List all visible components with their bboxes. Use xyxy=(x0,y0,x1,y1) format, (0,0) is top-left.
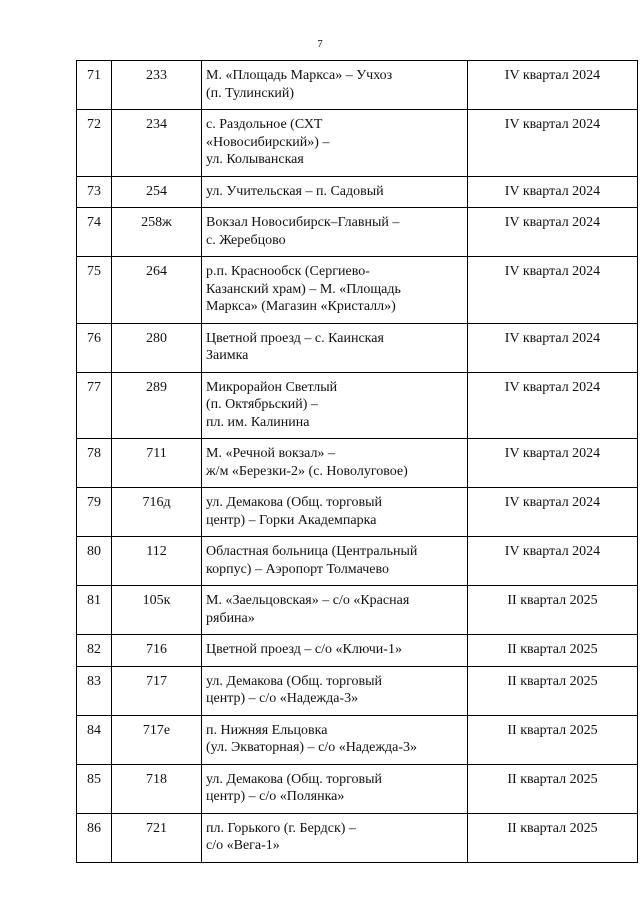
row-number-cell: 86 xyxy=(77,813,112,862)
route-description-line: Цветной проезд – с/о «Ключи-1» xyxy=(206,642,402,657)
row-number-cell: 71 xyxy=(77,61,112,110)
row-number-cell: 79 xyxy=(77,488,112,537)
deadline-cell: IV квартал 2024 xyxy=(468,257,638,324)
deadline-cell: IV квартал 2024 xyxy=(468,372,638,439)
route-number-cell: 716д xyxy=(112,488,202,537)
route-description-line: с/о «Вега-1» xyxy=(206,838,280,853)
route-description-line: рябина» xyxy=(206,610,255,626)
table-row xyxy=(77,537,638,586)
routes-table xyxy=(76,60,638,863)
route-description-line: ул. Демакова (Общ. торговый xyxy=(206,771,383,787)
route-description-line: М. «Площадь Маркса» – Учхоз xyxy=(206,68,393,83)
route-number-cell: 721 xyxy=(112,813,202,862)
table-row xyxy=(77,488,638,537)
deadline-cell: IV квартал 2024 xyxy=(468,176,638,208)
route-description-line: (п. Тулинский) xyxy=(206,85,295,101)
route-description-line: пл. им. Калинина xyxy=(206,414,310,430)
deadline-cell: II квартал 2025 xyxy=(468,764,638,813)
route-description-line: п. Нижняя Ельцовка xyxy=(206,722,328,738)
deadline-cell: IV квартал 2024 xyxy=(468,323,638,372)
row-number-cell: 78 xyxy=(77,439,112,488)
row-number-cell: 72 xyxy=(77,110,112,177)
route-description-cell xyxy=(202,537,468,586)
deadline-cell: IV квартал 2024 xyxy=(468,61,638,110)
route-description-line: Микрорайон Светлый xyxy=(206,379,338,395)
deadline-cell: II квартал 2025 xyxy=(468,666,638,715)
page-number: 7 xyxy=(317,38,323,50)
route-description-line: ул. Колыванская xyxy=(206,152,304,167)
route-description-line: Областная больница (Центральный xyxy=(206,544,418,559)
row-number-cell: 80 xyxy=(77,537,112,586)
route-description-cell xyxy=(202,666,468,715)
deadline-cell: IV квартал 2024 xyxy=(468,488,638,537)
route-number-cell: 289 xyxy=(112,372,202,439)
route-description-line: центр) – с/о «Надежда-3» xyxy=(206,691,359,706)
table-row xyxy=(77,176,638,208)
route-number-cell: 280 xyxy=(112,323,202,372)
route-description-cell xyxy=(202,323,468,372)
row-number-cell: 84 xyxy=(77,715,112,764)
route-description-line: пл. Горького (г. Бердск) – xyxy=(206,820,356,836)
route-description-line: (ул. Экваторная) – с/о «Надежда-3» xyxy=(206,740,418,755)
route-description-line: (п. Октябрьский) – xyxy=(206,397,318,412)
deadline-cell: IV квартал 2024 xyxy=(468,439,638,488)
route-number-cell: 233 xyxy=(112,61,202,110)
route-description-cell xyxy=(202,61,468,110)
route-number-cell: 711 xyxy=(112,439,202,488)
route-description-line: Вокзал Новосибирск–Главный – xyxy=(206,215,400,230)
route-description-line: р.п. Краснообск (Сергиево- xyxy=(206,264,370,279)
row-number-cell: 83 xyxy=(77,666,112,715)
deadline-cell: II квартал 2025 xyxy=(468,586,638,635)
table-row xyxy=(77,61,638,110)
table-row xyxy=(77,666,638,715)
route-description-line: с. Раздольное (СХТ xyxy=(206,117,323,132)
route-description-cell xyxy=(202,813,468,862)
route-description-cell xyxy=(202,257,468,324)
route-description-cell xyxy=(202,764,468,813)
route-description-line: Цветной проезд – с. Каинская xyxy=(206,330,384,346)
route-number-cell: 716 xyxy=(112,635,202,667)
route-description-line: центр) – с/о «Полянка» xyxy=(206,789,345,804)
row-number-cell: 82 xyxy=(77,635,112,667)
route-description-line: Казанский храм) – М. «Площадь xyxy=(206,281,401,297)
table-row xyxy=(77,323,638,372)
route-description-cell xyxy=(202,372,468,439)
route-description-line: корпус) – Аэропорт Толмачево xyxy=(206,561,389,577)
route-number-cell: 254 xyxy=(112,176,202,208)
deadline-cell: II квартал 2025 xyxy=(468,715,638,764)
route-description-line: ж/м «Березки-2» (с. Новолуговое) xyxy=(206,463,408,479)
route-description-cell xyxy=(202,635,468,667)
table-row xyxy=(77,372,638,439)
route-number-cell: 112 xyxy=(112,537,202,586)
table-row xyxy=(77,257,638,324)
route-description-line: Маркса» (Магазин «Кристалл») xyxy=(206,299,396,314)
table-row xyxy=(77,764,638,813)
table-row xyxy=(77,715,638,764)
route-description-line: ул. Демакова (Общ. торговый xyxy=(206,495,383,510)
route-number-cell: 717е xyxy=(112,715,202,764)
route-description-line: «Новосибирский») – xyxy=(206,134,330,150)
route-description-cell xyxy=(202,176,468,208)
table-row xyxy=(77,586,638,635)
route-description-cell xyxy=(202,488,468,537)
table-row xyxy=(77,110,638,177)
route-description-cell xyxy=(202,439,468,488)
route-number-cell: 264 xyxy=(112,257,202,324)
route-number-cell: 718 xyxy=(112,764,202,813)
route-description-line: М. «Заельцовская» – с/о «Красная xyxy=(206,593,410,608)
route-description-cell xyxy=(202,586,468,635)
route-description-line: ул. Демакова (Общ. торговый xyxy=(206,673,383,689)
row-number-cell: 76 xyxy=(77,323,112,372)
route-number-cell: 717 xyxy=(112,666,202,715)
table-row xyxy=(77,813,638,862)
route-description-line: с. Жеребцово xyxy=(206,232,286,248)
route-description-cell xyxy=(202,208,468,257)
row-number-cell: 77 xyxy=(77,372,112,439)
row-number-cell: 85 xyxy=(77,764,112,813)
row-number-cell: 74 xyxy=(77,208,112,257)
route-number-cell: 105к xyxy=(112,586,202,635)
route-description-cell xyxy=(202,110,468,177)
deadline-cell: IV квартал 2024 xyxy=(468,537,638,586)
deadline-cell: II квартал 2025 xyxy=(468,813,638,862)
route-description-line: М. «Речной вокзал» – xyxy=(206,446,335,461)
deadline-cell: II квартал 2025 xyxy=(468,635,638,667)
row-number-cell: 75 xyxy=(77,257,112,324)
table-row xyxy=(77,208,638,257)
deadline-cell: IV квартал 2024 xyxy=(468,208,638,257)
row-number-cell: 73 xyxy=(77,176,112,208)
route-number-cell: 258ж xyxy=(112,208,202,257)
table-row xyxy=(77,439,638,488)
route-description-cell xyxy=(202,715,468,764)
route-description-line: Заимка xyxy=(206,348,249,363)
deadline-cell: IV квартал 2024 xyxy=(468,110,638,177)
row-number-cell: 81 xyxy=(77,586,112,635)
route-description-line: ул. Учительская – п. Садовый xyxy=(206,183,384,199)
routes-table-body xyxy=(77,61,638,863)
route-description-line: центр) – Горки Академпарка xyxy=(206,512,377,528)
table-row xyxy=(77,635,638,667)
route-number-cell: 234 xyxy=(112,110,202,177)
